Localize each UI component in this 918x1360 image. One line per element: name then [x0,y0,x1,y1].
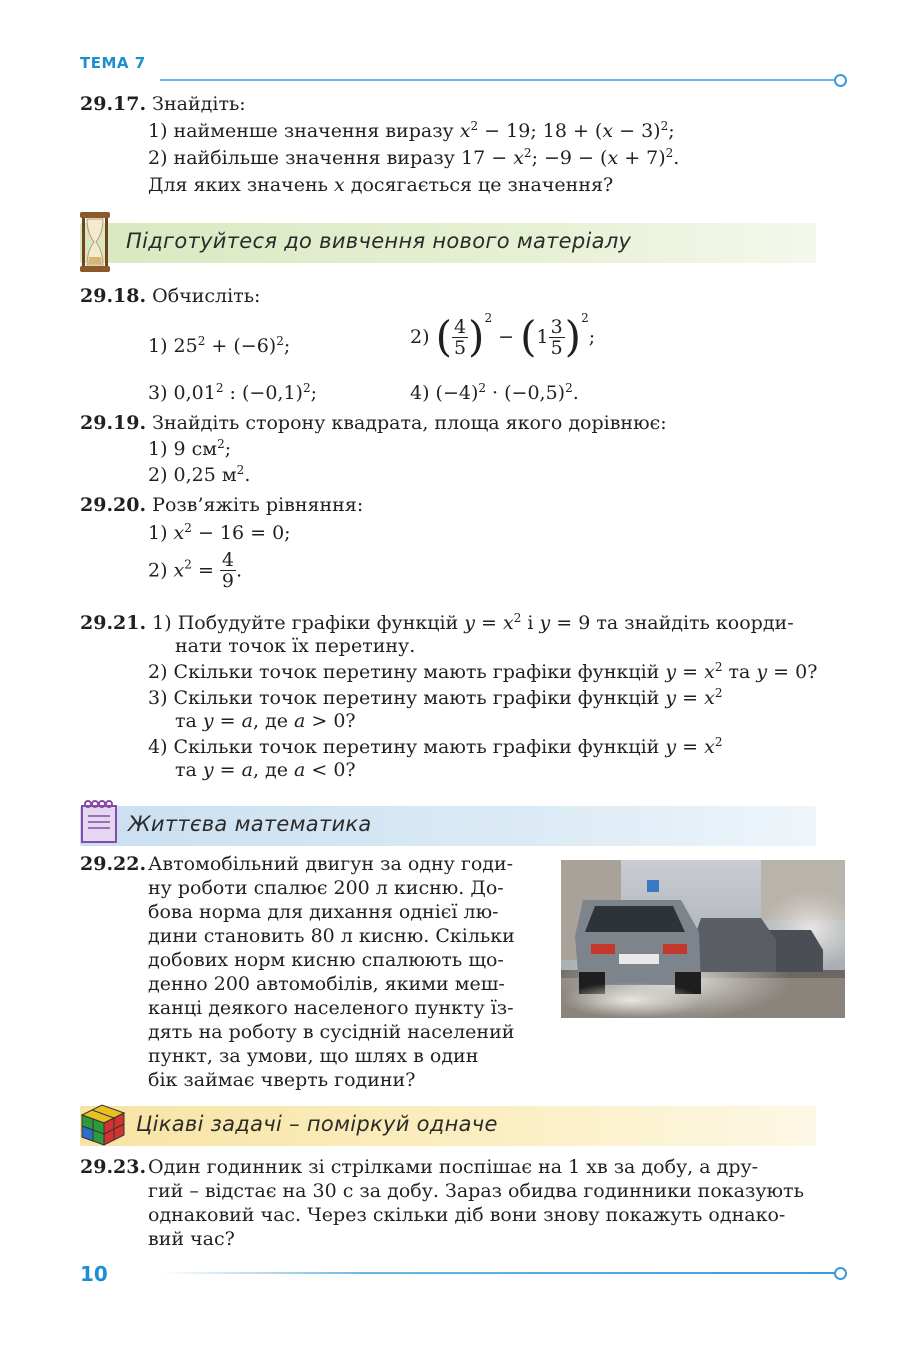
puzzles-banner-label: Цікаві задачі – поміркуй одначе [136,1112,498,1136]
problem-29-20-item-1: 1) $x^2 - 16 = 0$; [148,521,291,544]
header-rule [160,79,836,81]
problem-29-21-item-1-cont: нати точок їх перетину. [175,635,416,657]
problem-29-18-item-1: 1) $25^2 + (-6)^2$; [148,334,291,357]
problem-29-18-item-2: 2) ( $\frac{4}{5}$ )$^2$ − (1 $\frac{3}{5}$ )$^2$; [410,311,596,361]
problem-29-22-text: Автомобільний двигун за одну годи- ну роботи спалює 200 л кисню. До- бова норма для дихання однієї лю- дини становить 80 л кисню. Скільки добових норм кисню спалюють що- денно 200 автомобілів, якими меш- канці деякого населеного пункту їз- дять на роботу в сусідній населений пункт, за умови, що шлях в один бік займає чверть години? [148,853,515,1091]
problem-29-19-item-1: 1) 9 $см^2$; [148,437,232,460]
problem-29-21-item-4: 4) Скільки точок перетину мають графіки функцій $y = x^2$ [148,735,723,758]
problem-29-20-item-2: 2) $x^2$ = $\frac{4}{9}$ . [148,549,243,592]
problem-29-19-title: 29.19. Знайдіть сторону квадрата, площа якого дорівнює: [80,412,667,434]
problem-29-17-item-1: 1) найменше значення виразу $x^2 - 19$; $18 + (x - 3)^2$; [148,119,675,142]
problem-29-21-item-4-cont: та y = a, де a < 0? [175,759,356,781]
problem-29-17-question: Для яких значень x досягається це значення? [148,174,614,196]
problem-29-21-item-1: 29.21. 1) Побудуйте графіки функцій $y = x^2$ і y = 9 та знайдіть коорди- [80,611,794,634]
problem-29-18-item-4: 4) $(-4)^2 \cdot (-0,5)^2$. [410,381,579,404]
problem-29-21-item-3: 3) Скільки точок перетину мають графіки функцій $y = x^2$ [148,686,723,709]
prepare-banner-label: Підготуйтеся до вивчення нового матеріалу [126,229,632,253]
problem-29-19-item-2: 2) 0,25 $м^2$. [148,463,251,486]
problem-29-23-number: 29.23. [80,1156,147,1178]
hourglass-icon [78,211,112,273]
topic-label: ТЕМА 7 [80,54,146,72]
problem-number: 29.17. [80,93,147,115]
problem-29-21-item-3-cont: та y = a, де a > 0? [175,710,356,732]
problem-29-21-item-2: 2) Скільки точок перетину мають графіки функцій $y = x^2$ та y = 0? [148,660,818,683]
problem-29-17-item-2: 2) найбільше значення виразу $17 - x^2$; $-9 - (x + 7)^2$. [148,146,680,169]
rubik-cube-icon [78,1101,128,1147]
footer-rule [160,1272,836,1274]
life-math-banner-label: Життєва математика [128,812,372,836]
problem-29-17-title: 29.17. Знайдіть: [80,93,246,115]
page-number: 10 [80,1262,108,1286]
problem-29-20-title: 29.20. Розв’яжіть рівняння: [80,494,364,516]
problem-29-23-text: Один годинник зі стрілками поспішає на 1 хв за добу, а дру- гий – відстає на 30 с за добу. Зараз обидва годинники показують однаковий час. Через скільки діб вони знову покажуть однако- вий час? [148,1156,804,1250]
footer-rule-end-icon [834,1267,847,1280]
notebook-icon [80,800,118,844]
problem-29-18-item-3: 3) 0,01$^2$ : $(-0,1)^2$; [148,381,317,404]
problem-29-22-number: 29.22. [80,853,147,875]
problem-29-18-title: 29.18. Обчисліть: [80,285,261,307]
traffic-exhaust-photo [561,860,845,1018]
header-rule-end-icon [834,74,847,87]
